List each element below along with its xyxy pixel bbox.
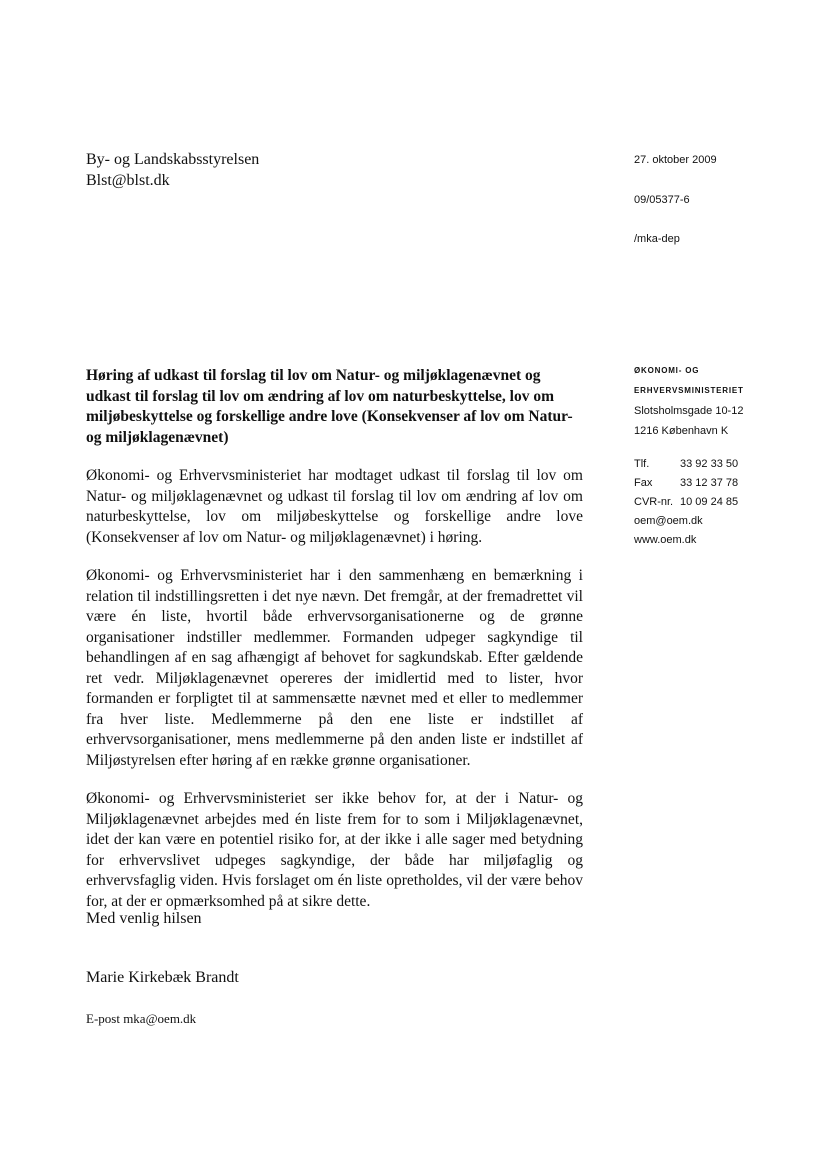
recipient-email: Blst@blst.dk <box>86 172 170 189</box>
phone-number: 33 92 33 50 <box>680 458 739 470</box>
author-initials: /mka-dep <box>634 233 680 245</box>
signer-name: Marie Kirkebæk Brandt <box>86 969 239 986</box>
reference-number: 09/05377-6 <box>634 194 690 206</box>
cvr-label: CVR-nr. <box>634 496 674 508</box>
letter-subject: Høring af udkast til forslag til lov om Natur- og miljøklagenævnet og udkast til forslag til lov om ændring af lov om naturbeskyttelse, lov om miljøbeskyttelse og forskellige andre love (Konsekvenser af lov om Natur- og miljøklagenævnet) <box>86 367 573 446</box>
contact-info <box>634 455 738 550</box>
fax-label: Fax <box>634 477 653 489</box>
ministry-address <box>634 361 744 441</box>
letter-date: 27. oktober 2009 <box>634 154 717 166</box>
ministry-name-line1: ØKONOMI- OG <box>634 366 700 375</box>
phone-row <box>634 455 738 474</box>
ministry-street: Slotsholmsgade 10-12 <box>634 405 744 417</box>
recipient-block <box>86 149 259 191</box>
fax-number: 33 12 37 78 <box>680 477 739 489</box>
recipient-name: By- og Landskabsstyrelsen <box>86 151 260 168</box>
ministry-city: 1216 København K <box>634 425 729 437</box>
cvr-number: 10 09 24 85 <box>680 496 739 508</box>
ministry-name-line2: ERHVERVSMINISTERIET <box>634 386 744 395</box>
paragraph-1: Økonomi- og Erhvervsministeriet har modtaget udkast til forslag til lov om Natur- og miljøklagenævnet og udkast til forslag til lov om ændring af lov om naturbeskyttelse, lov om miljøbeskyttelse og forskellige andre love (Konsekvenser af lov om Natur- og miljøklagenævnet) i høring. <box>86 467 583 546</box>
ministry-website: www.oem.dk <box>634 534 697 546</box>
phone-label: Tlf. <box>634 458 650 470</box>
paragraph-2: Økonomi- og Erhvervsministeriet har i den sammenhæng en bemærkning i relation til indstillingsretten i det nye nævn. Det fremgår, at der fremadrettet vil være én liste, hvortil både erhvervsorganisationerne og de grønne organisationer indstiller medlemmer. Formanden udpeger sagkyndige til behandlingen af en sag afhængigt af behovet for sagkundskab. Efter gældende ret vedr. Miljøklagenævnet opereres der imidlertid med to lister, hvor formanden er forpligtet til at sammensætte nævnet med et eller to medlemmer fra hver liste. Medlemmerne på den ene liste er indstillet af erhvervsorganisationer, mens medlemmerne på den anden liste er indstillet af Miljøstyrelsen efter høring af en række grønne organisationer. <box>86 567 583 769</box>
ministry-email: oem@oem.dk <box>634 515 703 527</box>
cvr-row <box>634 493 738 512</box>
closing-greeting: Med venlig hilsen <box>86 910 202 927</box>
paragraph-3: Økonomi- og Erhvervsministeriet ser ikke behov for, at der i Natur- og Miljøklagenævnet arbejdes med én liste frem for to som i Miljøklagenævnet, idet der kan være en potentiel risiko for, at der ikke i alle sager med betydning for erhvervslivet udpeges sagkyndige, der både har miljøfaglig og erhvervsfaglig viden. Hvis forslaget om én liste opretholdes, vil der være behov for, at der er opmærksomhed på at sikre dette. <box>86 790 583 910</box>
letter-body <box>86 366 583 930</box>
sender-email: E-post mka@oem.dk <box>86 1011 197 1026</box>
fax-row <box>634 474 738 493</box>
